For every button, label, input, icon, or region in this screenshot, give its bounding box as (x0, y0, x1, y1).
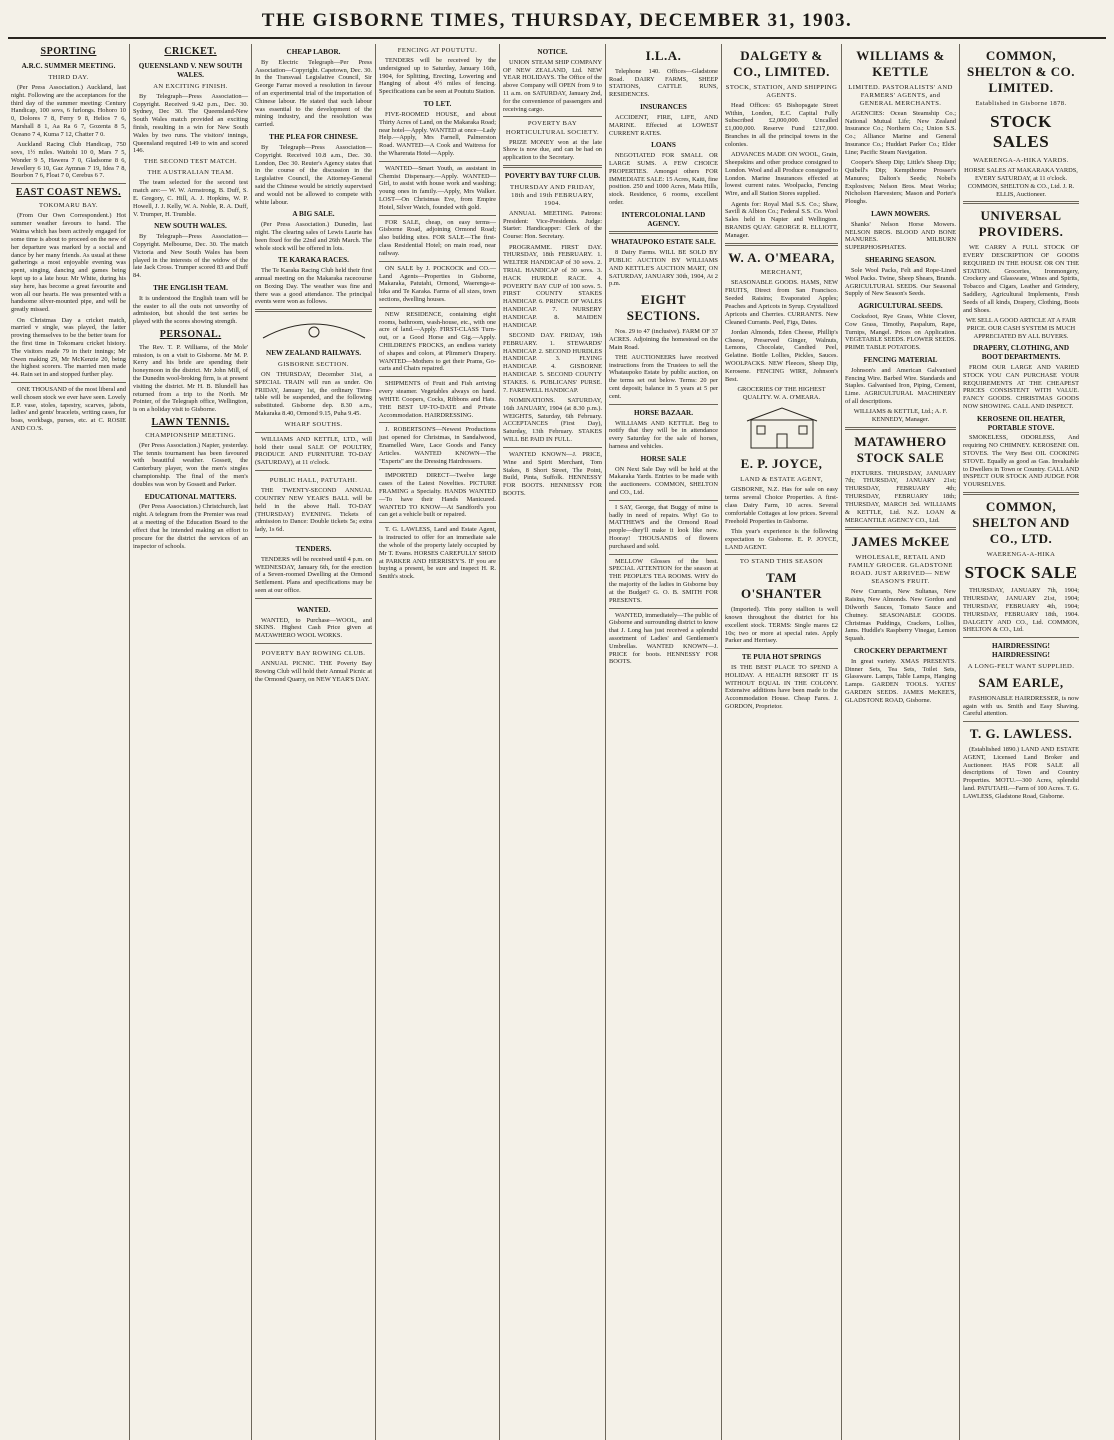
subheading: CROCKERY DEPARTMENT (853, 647, 948, 656)
divider (379, 468, 496, 469)
divider (379, 307, 496, 308)
divider (11, 183, 126, 184)
divider (609, 500, 718, 501)
article-text: (Per Press Association.) Napier, yesterday. The tennis tournament has been favoured with beautiful weather. Gossett, the Canterbury player, won the men's singles championship. The final of the men's doubles was won by Gossett and Parker. (133, 441, 248, 488)
article-text: The team selected for the second test match are:— W. W. Armstrong, B. Duff, S. E. Gregory, C. Hill, A. J. Hopkins, W. P. Howell, J. J. Kelly, W. A. Noble, R. A. Duff, V. Trumper, H. Trumble. (133, 179, 248, 218)
divider (379, 261, 496, 262)
subheading: MERCHANT, (760, 269, 803, 277)
article-text: (Per Press Association.) Auckland, last night. Following are the acceptances for the third day of the summer meeting: Century Handicap, 100 sovs, 6 furlongs. Hohoro 10 0, Dolores 7 8, Ferry 9 8, Helios 7 6, Marshall 8 1, Aa Ra 6 7, Gozenta 8 5, Oceano 7 4, Kuma 7 12, Chatter 7 0. (11, 84, 126, 138)
column-cricket (130, 44, 252, 1440)
divider (503, 447, 602, 448)
ad-text: IS THE BEST PLACE TO SPEND A HOLIDAY. A HEALTH RESORT IT IS WITHOUT EQUAL IN THE COLONY. Extensive additions have been made to the Accommodation House. Cheap Fares. J. GORDON, Proprietor. (725, 663, 838, 711)
subheading: TE KARAKA RACES. (278, 256, 349, 265)
column-merchants (722, 44, 842, 1440)
subheading: WHOLESALE, RETAIL AND FAMILY GROCER. GLADSTONE ROAD. JUST ARRIVED— NEW SEASON'S FRUIT. (848, 554, 953, 586)
classified-text: FOR SALE, cheap, on easy terms—Gisborne Road, adjoining Ormond Road; also building sites. FOR SALE—The first-class Residential Hotel; on main road, near railway. (379, 218, 496, 257)
heading-universal-providers: UNIVERSAL PROVIDERS. (978, 208, 1064, 240)
subheading: QUEENSLAND V. NEW SOUTH WALES. (138, 62, 243, 79)
heading-common-shelton: COMMON, SHELTON & CO. LIMITED. (966, 48, 1075, 95)
subheading: LAND & ESTATE AGENT, (740, 476, 823, 484)
heading-ila: I.L.A. (645, 48, 682, 63)
subheading: WHARF SOUTHS. (284, 420, 343, 428)
classified-text: IMPORTED DIRECT—Twelve large cases of the Latest Novelties. PICTURE FRAMING a Specialty. HANDS WANTED—To have their Hands Manicured. WANTED TO KNOW—At Sandford's you can get a vehicle built or repaired. (379, 472, 496, 519)
column-sporting (8, 44, 130, 1440)
article-text: (Per Press Association.) Dunedin, last night. The clearing sales of Lewis Laurie has been fixed for the 22nd and 26th March. The whole stock will be offered in lots. (255, 221, 372, 252)
ad-text: ADVANCES MADE ON WOOL, Grain, Sheepskins and other produce consigned to London. Wool and all Produce consigned to London. Marine Insurances effected at lowest current rates. Woolpacks, Fencing Wire, and all Station Stores supplied. (725, 151, 838, 198)
divider (963, 721, 1079, 722)
classified-text: FIVE-ROOMED HOUSE, and about Thirty Acres of Land, on the Makaraka Road; near hotel—Apply. WANTED at once—Lady Help.—Apply, Mrs Farnell, Palmerston Road. WANTED—A Cook and Waitress for the Wharerata Hotel—Apply. (379, 110, 496, 157)
heading-lawn-tennis: LAWN TENNIS. (151, 416, 230, 428)
column-land-agency (606, 44, 722, 1440)
ad-text: Nos. 29 to 47 (inclusive). FARM OF 37 ACRES. Adjoining the homestead on the Main Road. (609, 327, 718, 351)
advertisement (255, 470, 372, 534)
ad-text: (Imported). This pony stallion is well known throughout the district for his excellent stock. TERMS: Single mares £2 10s; two or more at special rates. Apply Parker and Herrisey. (725, 606, 838, 645)
ad-text: WE SELL A GOOD ARTICLE AT A FAIR PRICE. OUR CASH SYSTEM IS MUCH APPRECIATED BY ALL BUYERS. (965, 316, 1077, 340)
article-text: On Christmas Day a cricket match, married v single, was played, the latter proving themselves to be the better team for the first time in Tokomaru cricket history. The visitors made 79 in their innings; Mr Owen making 29, Mr McKenzie 20, being the highest scorers. The married men made 44. Rain set in and stopped further play. (11, 316, 126, 379)
article-text: (Per Press Association.) Christchurch, last night. A telegram from the Premier was read at a meeting of the Education Board to the effect that he intended making an effort to procure for the district the services of an inspector of schools. (133, 503, 248, 550)
divider (609, 404, 718, 405)
divider (963, 492, 1079, 495)
column-turf-club (500, 44, 606, 1440)
divider (379, 422, 496, 423)
divider (379, 161, 496, 162)
ad-text: WANTED, to Purchase—WOOL, and SKINS. Highest Cash Price given at MATAWHERO WOOL WORKS. (255, 616, 372, 640)
heading-te-puia: TE PUIA HOT SPRINGS (741, 653, 822, 662)
notice-text: ANNUAL MEETING. Patrons: President: Vice-Presidents. Judge: Starter: Handicapper: Clerk of the Course: Hon. Secretary. (503, 209, 602, 241)
divider (725, 243, 838, 246)
subheading: THURSDAY AND FRIDAY, 18th and 19th FEBRUARY, 1904. (509, 183, 595, 207)
notice-text: NOMINATIONS. SATURDAY, 16th JANUARY, 1904 (at 8.30 p.m.). WEIGHTS, Saturday, 6th February. ACCEPTANCES (First Day), Saturday, 13th February. STAKES WILL BE PAID IN FULL. (503, 397, 602, 444)
article-text: By Telegraph—Press Association—Copyright. Received 10.8 a.m., Dec. 30. London, Dec 30. Reuter's Agency states that in the course of the discussion in the Legislative Council, the Attorney-General said the Chinese would be strictly supervised and would not be allowed to compete with white labour. (255, 143, 372, 206)
subheading: THE PLEA FOR CHINESE. (269, 133, 358, 142)
article-text: Auckland Racing Club Handicap, 750 sovs, 1½ miles. Waitohi 10 0, Mars 7 5, Wonder 9 5, Hawera 7 0, Gladsome 8 6, Jewellery 6 10, Gaz Aymnas 7 19, Idea 7 8, Bourbon 7 6, Float 7 0, Cerebus 6 7. (11, 141, 126, 180)
divider (503, 165, 602, 168)
subheading: DRAPERY, CLOTHING, AND BOOT DEPARTMENTS. (972, 344, 1070, 362)
divider (255, 309, 372, 312)
ad-text: ANNUAL PICNIC. THE Poverty Bay Rowing Club will hold their Annual Picnic at the Ormond Quarry, on NEW YEAR'S DAY. (255, 660, 372, 683)
notice-text: PRIZE MONEY won at the late Show is now due, and can be had on application to the Secretary. (503, 138, 602, 162)
ad-text: Shanks' Nelson Horse Mowers. NELSON BROS. BLOOD AND BONE MANURES. MILBURN SUPERPHOSPHATES. (845, 220, 956, 252)
subheading: GISBORNE SECTION. (278, 360, 349, 368)
ad-text: THE AUCTIONEERS have received instructions from the Trustees to sell the Whataupoko Estate by public auction, on the terms set out below. Terms: 20 per cent deposit; balance in 5 years at 5 per cent. (609, 353, 718, 400)
subheading: AGRICULTURAL SEEDS. (858, 302, 943, 311)
divider (609, 554, 718, 555)
subheading: INTERCOLONIAL LAND AGENCY. (621, 210, 706, 228)
ad-text: AGENCIES: Ocean Steamship Co.; National Mutual Life; New Zealand Insurance Co.; Northern Co.; Union S.S. Co.; Alliance Marine and General Insurance Co.; Huddart Parker Co.; Elder Line; Pacific Steam Navigation. (845, 109, 956, 156)
article-text: The Te Karaka Racing Club held their first annual meeting on the Makaraka racecourse on Boxing Day. The weather was fine and there was a good attendance. The principal events were won as follows. (255, 267, 372, 306)
ad-text: SEASONABLE GOODS. HAMS, NEW FRUITS, Direct from San Francisco. Seeded Raisins; Evaporated Apples; Peaches and Apricots in Syrup. Crystallized Apricots and Cherries. CURRANTS. New Cleaned Currants. Peel, Figs, Dates. (725, 279, 838, 326)
ad-text: SMOKELESS, ODORLESS, And requiring NO CHIMNEY. KEROSENE OIL STOVES. The Very Best OIL COOKING STOVE. Equally as good as Gas. Invaluable to Dwellers in Town or Country. CALL AND INSPECT OUR STOCK AND JUDGE FOR YOURSELVES. (963, 434, 1079, 489)
classified-text: TENDERS will be received by the undersigned up to Saturday, January 16th, 1904, for Splitting, Erecting, Lowering and Hanging of about 4½ miles of fencing. Specifications can be seen at Poututu Station. (379, 57, 496, 96)
heading-sam-earle: SAM EARLE, (978, 674, 1064, 690)
ad-text: FASHIONABLE HAIRDRESSER, is now again with us. Smith and Easy Shaving. Careful attention. (963, 694, 1079, 718)
column-common-shelton (960, 44, 1082, 1440)
advertisement (255, 537, 372, 595)
article-text: By Telegraph—Press Association—Copyright. Received 9.42 p.m., Dec. 30. Sydney, Dec 30. The Queensland-New South Wales match provided an exciting finish, resulting in a win for New South Wales by two runs. The visitors' innings, Queensland required 149 to win and scored 146. (133, 92, 248, 155)
railways-logo (255, 316, 372, 345)
masthead: THE GISBORNE TIMES, THURSDAY, DECEMBER 31, 1903. (8, 10, 1106, 39)
ad-text: In great variety. XMAS PRESENTS. Dinner Sets, Tea Sets, Toilet Sets, Glassware. Lamps, Table Lamps, Hanging Lamps. GARDEN TOOLS. YATES' GARDEN SEEDS. JAMES McKEE'S, GLADSTONE ROAD, Gisborne. (845, 657, 956, 704)
heading-common-shelton-2: COMMON, SHELTON AND CO., LTD. (972, 499, 1070, 546)
subheading: TO LET. (423, 100, 452, 109)
subheading: TENDERS. (295, 544, 332, 553)
divider (11, 382, 126, 383)
subheading: POVERTY BAY HORTICULTURAL SOCIETY. (505, 120, 600, 136)
column-cheap-labor (252, 44, 376, 1440)
divider (845, 427, 956, 430)
ad-text: New Currants, New Sultanas, New Raisins, New Almonds. New Gordon and Dilworth Sauces, Tomato Sauce and Chutney. SEASONABLE GOODS. Christmas Puddings, Crackers, Lollies, Jams. Huddle's Raspberry Vinegar, Lemon Squash. (845, 588, 956, 643)
heading-mckee: JAMES McKEE (851, 534, 950, 550)
subheading: FENCING MATERIAL (863, 355, 938, 364)
subheading: SHEARING SEASON. (865, 256, 936, 265)
ad-text: WILLIAMS AND KETTLE, LTD., will hold their usual SALE OF POULTRY, PRODUCE AND FURNITURE TO-DAY (SATURDAY), at 11 o'clock. (255, 435, 372, 467)
ad-text: NEGOTIATED FOR SMALL OR LARGE SUMS. A FEW CHOICE PROPERTIES. Amongst others FOR IMMEDIATE SALE: 15 Acres, Kaiti, fine position. 250 and 1000 Acres, Mata Hills, stock. Residence, 6 rooms, excellent order. (609, 152, 718, 206)
heading-whataupoko: WHATAUPOKO ESTATE SALE. (611, 238, 716, 247)
divider (963, 637, 1079, 638)
classified-text: NEW RESIDENCE, containing eight rooms, bathroom, wash-house, etc., with one acre of land.—Apply. FIRST-CLASS Turn-out, or a Good Horse and Gig.—Apply. CHILDREN'S FROCKS, an endless variety of shapes and colors, at Plimmer's Drapery. WANTED—Mothers to get their Prams, Go-carts and Chairs repaired. (379, 310, 496, 373)
divider (609, 231, 718, 234)
advertisement (255, 598, 372, 640)
notice-text: UNION STEAM SHIP COMPANY OF NEW ZEALAND, Ltd. NEW YEAR HOLIDAYS. The Office of the above Company will OPEN from 9 to 11 a.m. on SATURDAY, January 2nd, for the convenience of passengers and receiving cargo. (503, 58, 602, 113)
divider (609, 608, 718, 609)
subheading: A LONG-FELT WANT SUPPLIED. (967, 662, 1075, 670)
ad-text: Jordan Almonds, Eden Cheese, Phillip's Cheese, Preserved Ginger, Walnuts, Lemons, Chocolate, Candied Peel, Gelatine. Bottle Lollies, Pickles, Sauces. WOOLPACKS. NEW Fleeces, Sheep Dip, Kerosene. FENCING WIRE, Johnson's Best. (725, 328, 838, 383)
ad-text: HORSE SALES AT MAKARAKA YARDS, EVERY SATURDAY, at 11 o'clock. COMMON, SHELTON & CO., Ltd. J. R. ELLIS, Auctioneer. (964, 167, 1078, 198)
subheading: THE SECOND TEST MATCH. (143, 158, 238, 166)
ad-text: Cocksfoot, Rye Grass, White Clover, Cow Grass, Timothy, Paspalum, Rape, Turnips, Mangel. Prices on Application. VEGETABLE SEEDS. FLOWER SEEDS. PRIME TABLE POTATOES. (845, 312, 956, 352)
subheading: TOKOMARU BAY. (39, 202, 98, 210)
ad-text: GISBORNE, N.Z. Has for sale on easy terms several Choice Properties. A first-class Dairy Farm, 10 acres. Several comfortable Cottages at low prices. Several Freehold Properties in Gisborne. (725, 486, 838, 525)
subheading: CHAMPIONSHIP MEETING. (145, 431, 236, 439)
subheading: Established in Gisborne 1878. (975, 99, 1067, 107)
heading-turf-club: POVERTY BAY TURF CLUB. (504, 171, 601, 180)
heading-personal: PERSONAL. (159, 328, 222, 340)
heading-notice: NOTICE. (537, 48, 568, 56)
classified-text: J. ROBERTSON'S—Newest Productions just opened for Christmas, in Sandalwood, Enamelled Ware, Lace Goods and Fancy Articles. WANTED KNOWN—The "Experts" are the Dressing Hairdressers. (379, 426, 496, 465)
subheading: THIRD DAY. (48, 73, 89, 81)
building-illustration (725, 406, 838, 453)
subheading: TO STAND THIS SEASON (739, 558, 824, 566)
big-heading: EIGHT SECTIONS. (626, 292, 701, 324)
subheading: A BIG SALE. (292, 210, 335, 219)
subheading: PUBLIC HALL, PATUTAHI. (269, 477, 358, 485)
notice-text: PROGRAMME. FIRST DAY. THURSDAY, 18th FEBRUARY. 1. WELTER HANDICAP of 30 sovs. 2. TRIAL HANDICAP of 30 sovs. 3. HACK HURDLE RACE. 4. POVERTY BAY CUP of 100 sovs. 5. FIRST COUNTY STAKES HANDICAP. 6. PRINCE OF WALES HANDICAP. 7. NURSERY HANDICAP. 8. MAIDEN HANDICAP. (503, 243, 602, 329)
subheading: POVERTY BAY ROWING CLUB. (261, 650, 366, 657)
ad-text: I SAY, George, that Buggy of mine is badly in need of repairs. Why! Go to MATTHEWS and the Ormond Road people—they'll make it look like new. Hooray! THOUSANDS of flowers purchased and sold. (609, 503, 718, 550)
ad-text: GROCERIES OF THE HIGHEST QUALITY. W. A. O'MEARA. (737, 386, 826, 401)
notice-text: WANTED KNOWN—J. PRICE, Wine and Spirit Merchant, Tom Stakes, 8 Short Street, The Point, Build, Pinta, Suffolk. HENNESSY FOR BOOTS. HENNESSY FOR BOOTS. (503, 450, 602, 497)
divider (963, 201, 1079, 204)
ad-text: ON Next Sale Day will be held at the Makaraka Yards. Entries to be made with the auctioneers. COMMON, SHELTON and CO., Ltd. (609, 465, 718, 496)
divider (725, 648, 838, 649)
subheading: INSURANCES (640, 103, 687, 112)
article-text: It is understood the English team will be the easier to all the outs not unworthy of admission, but should the test series be played with the scores showing strength. (133, 294, 248, 326)
subheading: HORSE SALE (640, 454, 687, 463)
subheading: KEROSENE OIL HEATER, PORTABLE STOVE. (977, 414, 1065, 432)
ad-text: Agents for: Royal Mail S.S. Co.; Shaw, Savill & Albion Co.; Federal S.S. Co. Wool Sales held in Napier and Wellington. BRANDS QUAY. GEORGE R. ELLIOTT, Manager. (725, 200, 838, 239)
heading-sporting: SPORTING (40, 46, 97, 57)
column-williams-kettle (842, 44, 960, 1440)
heading-cricket: CRICKET. (164, 46, 217, 57)
ad-text: MELLOW Glosses of the best. SPECIAL ATTENTION for the season at THE PEOPLE'S TEA ROOMS. WHY do the majority of the ladies in Gisborne buy at the Budget? G. O. B. SMITH FOR PRESENTS. (609, 557, 718, 604)
ad-text: Johnson's and American Galvanised Fencing Wire. Barbed Wire. Standards and Staples. Galvanised Iron, Piping, Cement, Lime. AGRICULTURAL MACHINERY of all descriptions. (845, 366, 956, 405)
heading-lawless: T. G. LAWLESS. (969, 726, 1073, 742)
big-heading: STOCK SALE (964, 562, 1078, 582)
advertisement (255, 643, 372, 683)
heading-railways: NEW ZEALAND RAILWAYS. (266, 349, 361, 358)
subheading: HAIRDRESSING! HAIRDRESSING! (992, 642, 1050, 660)
ad-text: FIXTURES. THURSDAY, JANUARY 7th; THURSDAY, JANUARY 21st; THURSDAY, FEBRUARY 4th; THURSDAY, FEBRUARY 18th; THURSDAY, MARCH 3rd. WILLIAMS & KETTLE, Ltd. N.Z. LOAN & MERCANTILE AGENCY CO., Ltd. (845, 469, 956, 524)
divider (379, 215, 496, 216)
ad-text: WILLIAMS AND KETTLE. Beg to notify that they will be in attendance every Saturday for the sale of horses, harness and vehicles. (609, 419, 718, 450)
heading-dalgety: DALGETY & CO., LIMITED. (733, 48, 830, 79)
ad-text: TENDERS will be received until 4 p.m. on WEDNESDAY, January 6th, for the erection of a Seven-roomed Dwelling at the Ormond Settlement. Plans and specifications may be seen at our office. (255, 555, 372, 594)
ad-text: THE TWENTY-SECOND ANNUAL COUNTRY NEW YEAR'S BALL will be held in the above Hall. TO-DAY (THURSDAY) EVENING. Tickets of admission to Dance: Double tickets 5s; extra lady, 1s 6d. (255, 487, 372, 534)
ad-text: Head Offices: 65 Bishopsgate Street Within, London, E.C. Capital Fully Subscribed £2,000,000. Uncalled £1,000,000. Reserve Fund £217,000. Branches in all the principal towns in the colonies. (725, 101, 838, 148)
ad-text: (Established 1890.) LAND AND ESTATE AGENT, Licensed Land Broker and Auctioneer. HAS FOR SALE all descriptions of Town and Country Properties. MOTU.—300 Acres, splendid land. PATUTAHI.—Farm of 100 Acres. T. G. LAWLESS, Gladstone Road, Gisborne. (963, 745, 1079, 800)
subheading: FENCING AT POUTUTU. (397, 47, 478, 54)
divider (725, 554, 838, 555)
ad-text: WE CARRY A FULL STOCK OF EVERY DESCRIPTION OF GOODS REQUIRED IN THE HOUSE OR ON THE STATION. Groceries, Ironmongery, Crockery and Glassware, Wines and Spirits, Tobacco and Cigars, Leather and Grindery, Saddlery, Agricultural Implements, Fresh Seeds of all kinds, Drapery, Clothing, Boots and Shoes. (963, 244, 1079, 314)
classified-text: ON SALE by J. POCKOCK and CO.—Land Agents—Properties in Gisborne, Makaraka, Patutahi, Ormond, Waerenga-a-hika and Te Karaka. Farms of all sizes, town sections, dwelling houses. (379, 264, 496, 303)
subheading: AN EXCITING FINISH. (153, 82, 228, 90)
ad-text: WILLIAMS & KETTLE, Ltd.; A. F. KENNEDY, Manager. (853, 408, 948, 424)
heading-east-coast: EAST COAST NEWS. (15, 187, 122, 199)
ad-text: Telephone 140. Offices—Gladstone Road. DAIRY FARMS, SHEEP STATIONS, CATTLE RUNS, RESIDENCES. (609, 67, 718, 99)
subheading: HORSE BAZAAR. (633, 408, 694, 417)
subheading: STOCK, STATION, AND SHIPPING AGENTS. (725, 83, 838, 99)
heading-joyce: E. P. JOYCE, (740, 456, 823, 472)
classified-text: SHIPMENTS of Fruit and Fish arriving every steamer. Vegetables always on hand. WHITE Coopers, Cocks, Ribbons and Hats. THE BEST UP-TO-DATE and Private Accommodation. HAIRDRESSING. (379, 380, 496, 419)
subheading: NEW SOUTH WALES. (154, 222, 227, 231)
ad-text: Cooper's Sheep Dip; Little's Sheep Dip; Quibell's Dip; Kempthorne Prosser's Manures; Dalton's Seeds; Nobel's Explosives; Nelson Bros. Meat Works; Nicholson Harvesters; Mason and Porter's Ploughs. (845, 159, 956, 206)
notice-text: SECOND DAY. FRIDAY, 19th FEBRUARY. 1. STEWARDS' HANDICAP. 2. SECOND HURDLES HANDICAP. 3. FLYING HANDICAP. 4. GISBORNE HANDICAP. 5. SECOND COUNTY STAKES. 6. PUBLICANS' PURSE. 7. FAREWELL HANDICAP. (503, 332, 602, 394)
big-heading: STOCK SALES (990, 111, 1052, 152)
heading-tam-oshanter: TAM O'SHANTER (740, 570, 823, 602)
classified-text: T. G. LAWLESS, Land and Estate Agent, is instructed to offer for an immediate sale the whole of the property lately occupied by Mr T. Evans. HORSES CAREFULLY SHOD at PARKER AND HERRISEY'S. IF you are buying a present, be sure and inspect H. R. Smith's stock. (379, 526, 496, 581)
subheading: WAERENGA-A-HIKA (986, 550, 1056, 558)
divider (845, 527, 956, 530)
classified-text: WANTED—Smart Youth, as assistant in Chemist Dispensary.—Apply. WANTED—Girl, to assist with house work and washing; young ones in family.—Apply, Mrs Walker. LOST—On Christmas Eve, from Empire Hotel, Silver Watch, founded with gold. (379, 164, 496, 211)
subheading: LOANS (651, 141, 676, 150)
ad-text: This year's experience is the following expectation to Gisborne. E. P. JOYCE, LAND AGENT. (725, 527, 838, 551)
ad-text: 8 Dairy Farms. WILL BE SOLD BY PUBLIC AUCTION BY WILLIAMS AND KETTLE'S AUCTION MART, ON SATURDAY, JANUARY 30th, 1904, At 2 p.m. (609, 249, 718, 288)
ad-text: Sole Wool Packs, Felt and Rope-Lined Wool Packs. Twine, Sheep Shears, Brands. AGRICULTURAL SEEDS. Our Seasonal Supply of New Season's Seeds. (845, 266, 956, 298)
advertisement (255, 432, 372, 467)
article-text: ON THURSDAY, December 31st, a SPECIAL TRAIN will run as under. On FRIDAY, January 1st, the ordinary Time-table will be suspended, and the following substituted. Gisborne dep. 8.30 a.m., Makaraka 8.40, Ormond 9.15, Puha 9.45. (255, 370, 372, 417)
article-text: The Rev. T. P. Williams, of the Mole' mission, is on a visit to Gisborne. Mr M. P. Kerry and his bride are spending their honeymoon in the district. Mr John Mill, of the Dunedin wool-broking firm, is at present visiting the district. Mr H. B. Blundell has returned from a trip to the North. Mr Pointer, of the Telegraph office, Wellington, is on a holiday visit to Gisborne. (133, 343, 248, 414)
article-text: (From Our Own Correspondent.) Hot summer weather favours to hand. The Waima which has been actively engaged for some time is about to proceed on the new of her departure was marked by a social and dance by her many friends. As usual at these gatherings a most enjoyable evening was spent, singing, dancing and games being kept up to a late hour. Mr White, during his stay here, has become a great favourite and won all our hearts. He was presented with a handsome silver-mounted pipe, and will be greatly missed. (11, 212, 126, 314)
subheading: THE AUSTRALIAN TEAM. (147, 169, 234, 177)
ad-text: FROM OUR LARGE AND VARIED STOCK YOU CAN PURCHASE YOUR REQUIREMENTS AT THE CHEAPEST PRICES CONSISTENT WITH VALUE. FANCY GOODS. CHRISTMAS GOODS NOW SHOWING. CALL AND INSPECT. (963, 363, 1079, 410)
subheading: LAWN MOWERS. (871, 210, 930, 219)
heading-omeara: W. A. O'MEARA, (728, 249, 835, 265)
article-text: By Telegraph—Press Association—Copyright. Melbourne, Dec. 30. The match Victoria and New South Wales has been played in the interests of the widow of the late Jack Cross. Trumper scored 83 and Duff 84. (133, 233, 248, 280)
subheading: EDUCATIONAL MATTERS. (144, 492, 237, 501)
columns (8, 44, 1106, 1440)
ad-text: THURSDAY, JANUARY 7th, 1904; THURSDAY, JANUARY 21st, 1904; THURSDAY, FEBRUARY 4th, 1904; THURSDAY, FEBRUARY 18th, 1904. DALGETY AND CO., Ltd. COMMON, SHELTON & CO., Ltd. (963, 587, 1079, 634)
advertisement: ONE THOUSAND of the most liberal and well chosen stock we ever have seen. Lovely E.P. vase, stoles, tapestry, scarves, jabots, ladies' and gents' bracelets, writing cases, fur boas, workbags, purses, etc. at C. ROSIE AND CO.'S. (11, 386, 126, 433)
subheading: A.R.C. SUMMER MEETING. (21, 62, 116, 71)
divider (379, 522, 496, 523)
subheading: LIMITED. PASTORALISTS' AND FARMERS' AGENTS, and GENERAL MERCHANTS. (848, 83, 953, 107)
heading-williams-kettle: WILLIAMS & KETTLE (856, 48, 945, 79)
subheading: WAERENGA-A-HIKA YARDS. (973, 157, 1069, 165)
subheading: WANTED. (296, 605, 331, 614)
heading-matawhero: MATAWHERO STOCK SALE (854, 433, 947, 465)
ad-text: WANTED, immediately—The public of Gisborne and surrounding district to know that J. Long has just received a splendid assortment of Ladies' and Gentlemen's Umbrellas. WANTED KNOWN—J. PRICE for boots. HENNESSY FOR BOOTS. (609, 611, 718, 666)
divider (379, 376, 496, 377)
article-text: By Electric Telegraph—Per Press Association—Copyright. Capetown, Dec. 30. In the Transvaal Legislative Council, Sir George Farrar moved a resolution in favour of an experimental trial of the importation of Chinese labour. He stated that such labour was essential to the development of the mining industry, and the resolution was carried. (255, 58, 372, 129)
column-classifieds (376, 44, 500, 1440)
heading-cheap-labor: CHEAP LABOR. (286, 48, 341, 56)
divider (503, 116, 602, 117)
subheading: THE ENGLISH TEAM. (153, 284, 228, 293)
ad-text: ACCIDENT, FIRE, LIFE, AND MARINE. Effected at LOWEST CURRENT RATES. (609, 113, 718, 137)
